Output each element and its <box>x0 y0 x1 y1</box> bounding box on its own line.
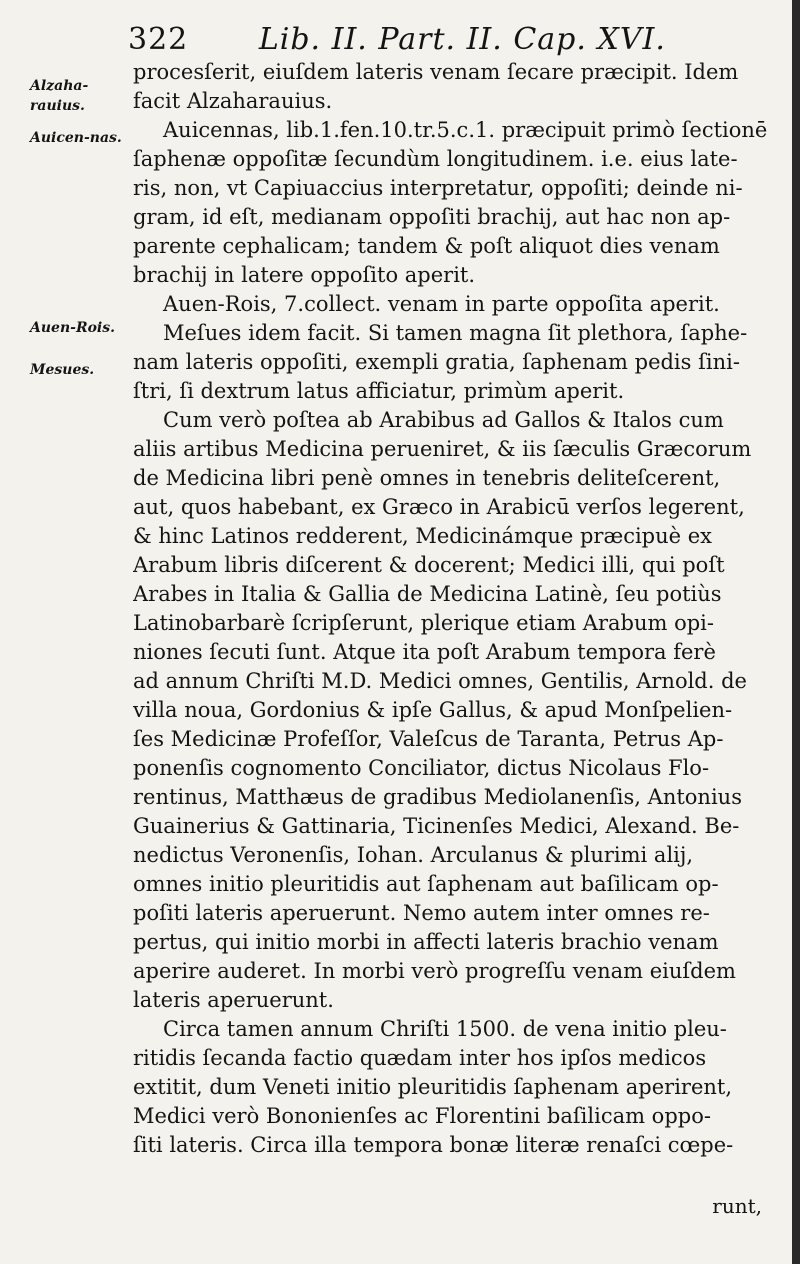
text-line: procesſerit, eiuſdem lateris venam ſecare præcipit. Idem <box>133 60 739 84</box>
body-text <box>133 58 768 1160</box>
text-line: nedictus Veronenſis, Iohan. Arculanus & plurimi alij, <box>133 843 694 867</box>
text-line: Auicennas, lib.1.fen.10.tr.5.c.1. præcipuit primò ſectionē <box>163 118 768 142</box>
text-line: omnes initio pleuritidis aut ſaphenam aut baſilicam op- <box>133 872 719 896</box>
text-line: Guainerius & Gattinaria, Ticinenſes Medici, Alexand. Be- <box>133 814 740 838</box>
margin-note-mesues: Mesues. <box>30 362 95 378</box>
text-line: ris, non, vt Capiuaccius interpretatur, oppoſiti; deinde ni- <box>133 176 743 200</box>
text-line: ritidis ſecanda factio quædam inter hos ipſos medicos <box>133 1046 707 1070</box>
text-line: brachij in latere oppoſito aperit. <box>133 263 476 287</box>
text-line: Circa tamen annum Chriſti 1500. de vena initio pleu- <box>163 1017 727 1041</box>
text-line: gram, id eſt, medianam oppoſiti brachij, aut hac non ap- <box>133 205 731 229</box>
text-line: Medici verò Bononienſes ac Florentini baſilicam oppo- <box>133 1104 711 1128</box>
text-line: ſiti lateris. Circa illa tempora bonæ literæ renaſci cœpe- <box>133 1133 734 1157</box>
text-line: facit Alzaharauius. <box>133 89 333 113</box>
text-line: aut, quos habebant, ex Græco in Arabicū verſos legerent, <box>133 495 745 519</box>
text-line: rentinus, Matthæus de gradibus Mediolanenſis, Antonius <box>133 785 742 809</box>
margin-note-auen-rois: Auen-Rois. <box>30 320 115 336</box>
catchword: runt, <box>712 1194 762 1218</box>
text-line: ſtri, ſi dextrum latus afficiatur, primùm aperit. <box>133 379 625 403</box>
text-line: & hinc Latinos redderent, Medicinámque præcipuè ex <box>133 524 713 548</box>
text-line: aliis artibus Medicina perueniret, & iis ſæculis Græcorum <box>133 437 752 461</box>
text-line: aperire auderet. In morbi verò progreſſu venam eiuſdem <box>133 959 736 983</box>
text-line: ſes Medicinæ Profeſſor, Valeſcus de Taranta, Petrus Ap- <box>133 727 724 751</box>
text-line: ad annum Chriſti M.D. Medici omnes, Gentilis, Arnold. de <box>133 669 747 693</box>
text-line: lateris aperuerunt. <box>133 988 334 1012</box>
text-line: nam lateris oppoſiti, exempli gratia, ſaphenam pedis ſini- <box>133 350 740 374</box>
margin-note-alzaharauius: Alzaha-rauius. <box>30 78 89 114</box>
running-header <box>128 22 768 56</box>
text-line: poſiti lateris aperuerunt. Nemo autem inter omnes re- <box>133 901 710 925</box>
text-line: niones ſecuti ſunt. Atque ita poſt Arabum tempora ferè <box>133 640 716 664</box>
text-line: Auen-Rois, 7.collect. venam in parte oppoſita aperit. <box>163 292 720 316</box>
text-line: Meſues idem facit. Si tamen magna ſit plethora, ſaphe- <box>163 321 748 345</box>
page-number: 322 <box>128 22 189 57</box>
text-line: ponenſis cognomento Conciliator, dictus Nicolaus Flo- <box>133 756 710 780</box>
text-line: pertus, qui initio morbi in affecti lateris brachio venam <box>133 930 719 954</box>
text-line: Arabum libris diſcerent & docerent; Medici illi, qui poſt <box>133 553 725 577</box>
text-line: villa noua, Gordonius & ipſe Gallus, & apud Monſpelien- <box>133 698 733 722</box>
text-line: ſaphenæ oppoſitæ ſecundùm longitudinem. i.e. eius late- <box>133 147 738 171</box>
running-title: Lib. II. Part. II. Cap. XVI. <box>258 22 666 57</box>
text-line: de Medicina libri penè omnes in tenebris deliteſcerent, <box>133 466 721 490</box>
text-line: extitit, dum Veneti initio pleuritidis ſaphenam aperirent, <box>133 1075 733 1099</box>
text-line: parente cephalicam; tandem & poſt aliquot dies venam <box>133 234 720 258</box>
text-line: Cum verò poſtea ab Arabibus ad Gallos & Italos cum <box>163 408 724 432</box>
text-line: Arabes in Italia & Gallia de Medicina Latinè, ſeu potiùs <box>133 582 722 606</box>
text-line: Latinobarbarè ſcripſerunt, plerique etiam Arabum opi- <box>133 611 714 635</box>
page-edge-shadow <box>792 0 800 1264</box>
margin-note-auicennas: Auicen-nas. <box>30 130 122 146</box>
